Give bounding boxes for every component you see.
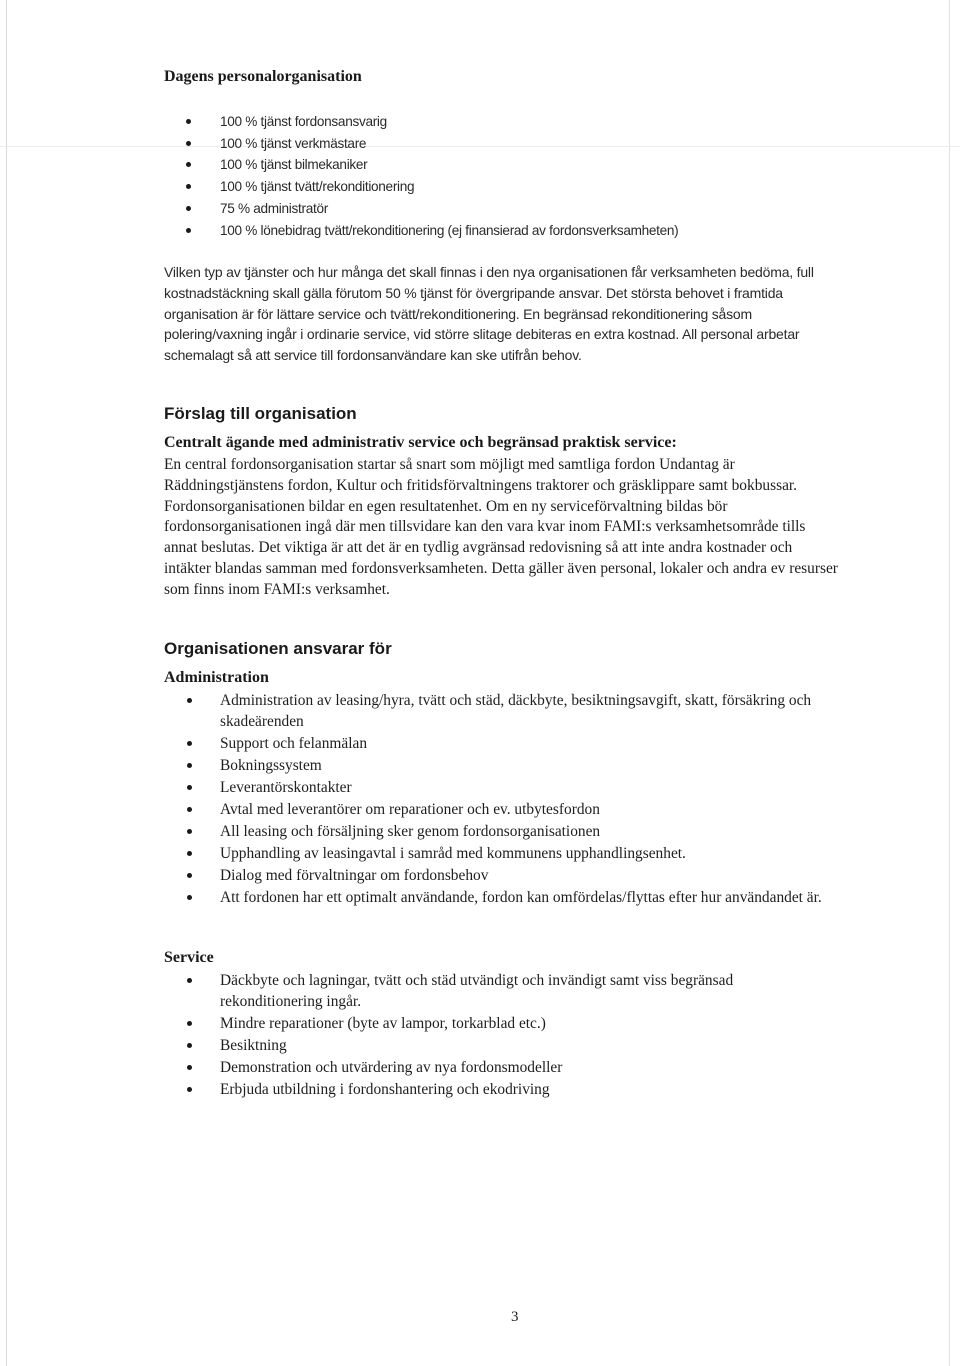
list-item: Administration av leasing/hyra, tvätt och städ, däckbyte, besiktningsavgift, skatt, försäkring och skadeärenden [164, 690, 824, 732]
list-item: Däckbyte och lagningar, tvätt och städ utvändigt och invändigt samt viss begränsad rekonditionering ingår. [164, 970, 824, 1012]
list-item: Leverantörskontakter [164, 777, 824, 798]
list-item: Avtal med leverantörer om reparationer och ev. utbytesfordon [164, 799, 824, 820]
list-item: Bokningssystem [164, 755, 824, 776]
list-item: Att fordonen har ett optimalt användande, fordon kan omfördelas/flyttas efter hur användandet är. [164, 887, 824, 908]
list-item: Support och felanmälan [164, 733, 824, 754]
section-title-current-staff: Dagens personalorganisation [164, 68, 362, 85]
list-item: 100 % tjänst tvätt/rekonditionering [186, 176, 678, 198]
administration-title: Administration [164, 669, 269, 686]
list-item: All leasing och försäljning sker genom fordonsorganisationen [164, 821, 824, 842]
proposal-paragraph: En central fordonsorganisation startar så snart som möjligt med samtliga fordon Undantag är Räddningstjänstens fordon, Kultur och fritidsförvaltningens traktorer och gräsklippare samt bokbussar. Fordonsorganisationen bildar en egen resultatenhet. Om en ny serviceförvaltning bildas bör fordonsorganisationen ingå där men tillsvidare kan den vara kvar inom FAMI:s verksamhetsområde tills annat beslutas. Det viktiga är att det är en tydlig avgränsad redovisning så att inte andra kostnader och intäkter blandas samman med fordonsverksamheten. Detta gäller även personal, lokaler och andra ev resurser som finns inom FAMI:s verksamhet. [164, 456, 838, 598]
list-item: Mindre reparationer (byte av lampor, torkarblad etc.) [164, 1013, 824, 1034]
list-item: 100 % lönebidrag tvätt/rekonditionering (ej finansierad av fordonsverksamheten) [186, 220, 678, 242]
scan-edge-left [6, 0, 7, 1366]
list-item: Besiktning [164, 1035, 824, 1056]
service-list [164, 970, 824, 1101]
list-item: 100 % tjänst fordonsansvarig [186, 111, 678, 133]
scan-edge-right [949, 0, 950, 1366]
list-item: 75 % administratör [186, 198, 678, 220]
list-item: Dialog med förvaltningar om fordonsbehov [164, 865, 824, 886]
list-item: 100 % tjänst bilmekaniker [186, 154, 678, 176]
list-item: Demonstration och utvärdering av nya fordonsmodeller [164, 1057, 824, 1078]
section-title-responsibilities: Organisationen ansvarar för [164, 639, 392, 658]
service-title: Service [164, 949, 214, 966]
list-item: 100 % tjänst verkmästare [186, 133, 678, 155]
list-item: Erbjuda utbildning i fordonshantering och ekodriving [164, 1079, 824, 1100]
list-item: Upphandling av leasingavtal i samråd med kommunens upphandlingsenhet. [164, 843, 824, 864]
section-title-proposal: Förslag till organisation [164, 404, 357, 423]
current-staff-list [186, 111, 678, 241]
current-staff-paragraph: Vilken typ av tjänster och hur många det skall finnas i den nya organisationen får verksamheten bedöma, full kostnadstäckning skall gälla förutom 50 % tjänst för övergripande ansvar. Det största behovet i framtida organisation är för lättare service och tvätt/rekonditionering. En begränsad rekonditionering såsom polering/vaxning ingår i ordinarie service, vid större slitage debiteras en extra kostnad. All personal arbetar schemalagt så att service till fordonsanvändare kan ske utifrån behov. [164, 264, 814, 364]
proposal-subtitle: Centralt ägande med administrativ service och begränsad praktisk service: [164, 434, 677, 451]
page-number: 3 [511, 1309, 519, 1325]
administration-list [164, 690, 824, 909]
